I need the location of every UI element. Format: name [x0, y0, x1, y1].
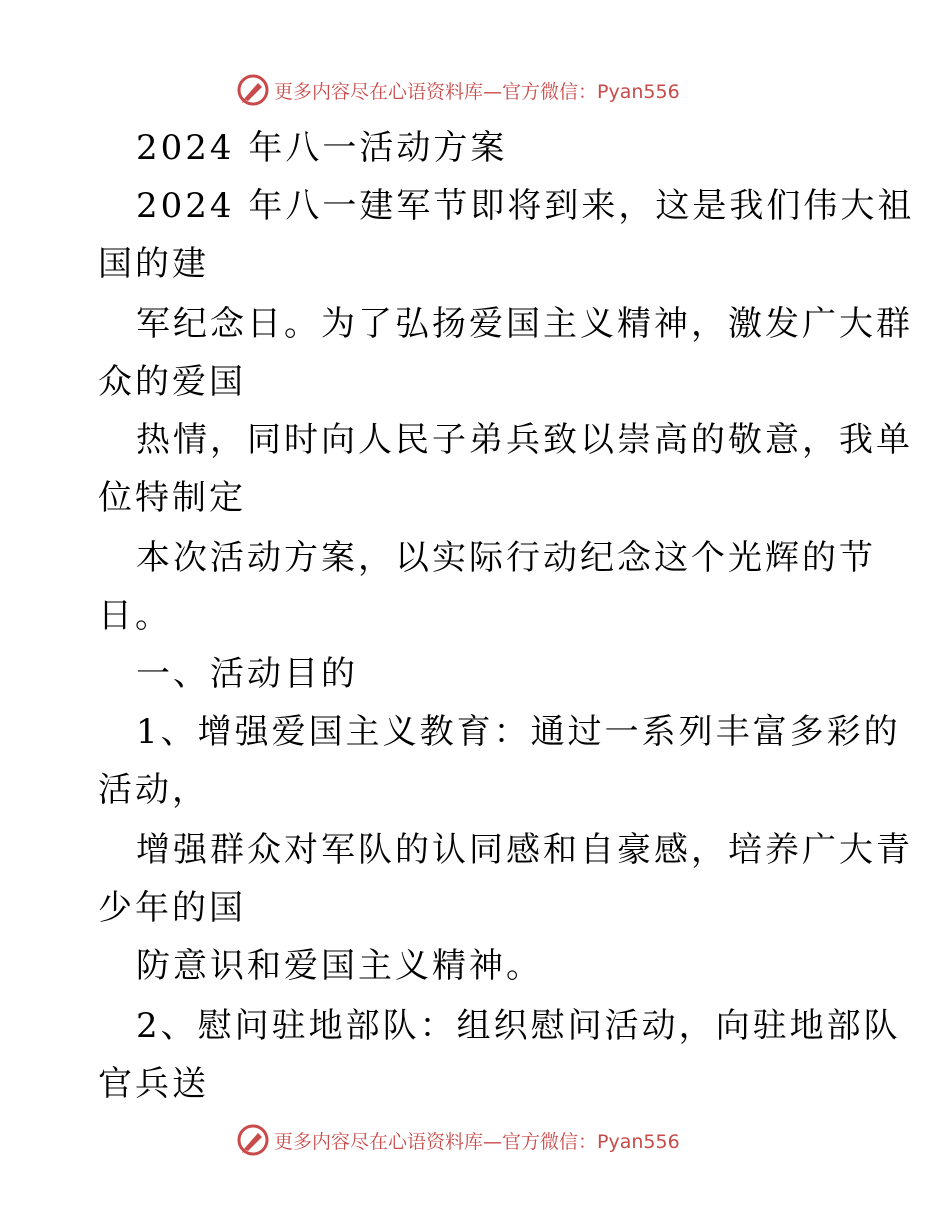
- pen-logo-icon: [236, 73, 270, 107]
- paragraph-line: 1、增强爱国主义教育：通过一系列丰富多彩的: [136, 712, 901, 752]
- header-banner-text: 更多内容尽在心语资料库—官方微信：Pyan556: [274, 80, 680, 103]
- paragraph-line: 2、慰问驻地部队：组织慰问活动，向驻地部队: [136, 1006, 901, 1046]
- footer-banner-text: 更多内容尽在心语资料库—官方微信：Pyan556: [274, 1130, 680, 1153]
- footer-banner: [236, 1122, 716, 1158]
- paragraph-line: 军纪念日。为了弘扬爱国主义精神，激发广大群: [136, 304, 913, 344]
- paragraph-line: 热情，同时向人民子弟兵致以崇高的敬意，我单: [136, 420, 913, 460]
- section-heading: 一、活动目的: [136, 654, 358, 694]
- paragraph-line: 本次活动方案，以实际行动纪念这个光辉的节: [136, 538, 876, 578]
- pen-logo-icon: [236, 1123, 270, 1157]
- paragraph-line: 位特制定: [98, 478, 246, 518]
- paragraph-line: 少年的国: [98, 888, 246, 928]
- document-title: 2024 年八一活动方案: [136, 128, 508, 168]
- paragraph-line: 官兵送: [98, 1064, 209, 1104]
- header-banner: [236, 72, 716, 108]
- paragraph-line: 日。: [98, 596, 172, 636]
- paragraph-line: 活动，: [98, 770, 209, 810]
- paragraph-line: 防意识和爱国主义精神。: [136, 946, 543, 986]
- paragraph-line: 国的建: [98, 244, 209, 284]
- paragraph-line: 2024 年八一建军节即将到来，这是我们伟大祖: [136, 186, 915, 226]
- paragraph-line: 众的爱国: [98, 362, 246, 402]
- paragraph-line: 增强群众对军队的认同感和自豪感，培养广大青: [136, 830, 913, 870]
